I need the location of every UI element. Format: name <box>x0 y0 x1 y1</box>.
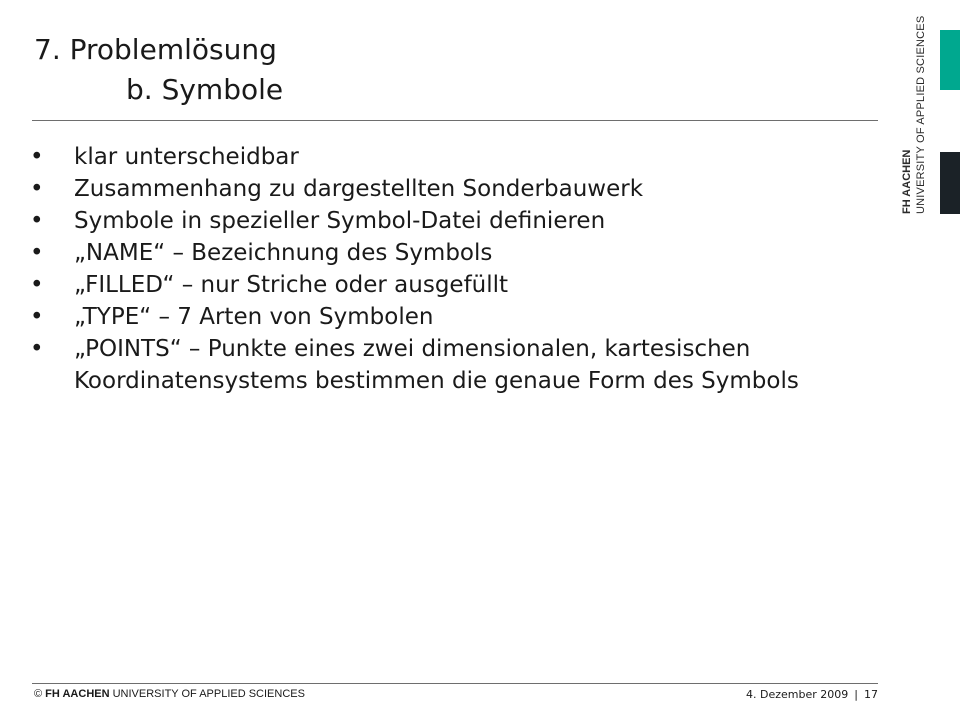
footer-meta <box>746 688 878 701</box>
bullet-list <box>30 141 880 397</box>
logo-subtitle: UNIVERSITY OF APPLIED SCIENCES <box>915 15 927 214</box>
bullet-item: • „POINTS“ – Punkte eines zwei dimensionalen, kartesischen Koordinatensystems bestimmen die genaue Form des Symbols <box>30 333 880 397</box>
slide-title-line-1: 7. Problemlösung <box>34 33 277 66</box>
title-divider <box>32 120 878 121</box>
university-logo-text <box>900 15 928 214</box>
slide-title-line-2: b. Symbole <box>126 73 284 106</box>
bullet-item: • Zusammenhang zu dargestellten Sonderbauwerk <box>30 173 880 205</box>
slide-title <box>34 30 283 110</box>
bullet-item: • „FILLED“ – nur Striche oder ausgefüllt <box>30 269 880 301</box>
footer-date: 4. Dezember 2009 <box>746 688 849 701</box>
bullet-item: • Symbole in spezieller Symbol-Datei definieren <box>30 205 880 237</box>
bullet-item: • „TYPE“ – 7 Arten von Symbolen <box>30 301 880 333</box>
footer-org-subtitle: UNIVERSITY OF APPLIED SCIENCES <box>112 688 305 700</box>
footer-copyright <box>34 688 305 700</box>
university-logo <box>900 15 930 214</box>
bullet-item: • klar unterscheidbar <box>30 141 880 173</box>
logo-dark-bar <box>940 152 960 214</box>
logo-name: FH AACHEN <box>901 149 913 214</box>
logo-accent-bar <box>940 30 960 90</box>
footer-separator: | <box>854 688 858 701</box>
footer-org-name: FH AACHEN <box>45 688 110 700</box>
page-number: 17 <box>864 688 878 701</box>
bullet-item: • „NAME“ – Bezeichnung des Symbols <box>30 237 880 269</box>
copyright-symbol: © <box>34 688 43 700</box>
footer-divider <box>32 683 878 684</box>
